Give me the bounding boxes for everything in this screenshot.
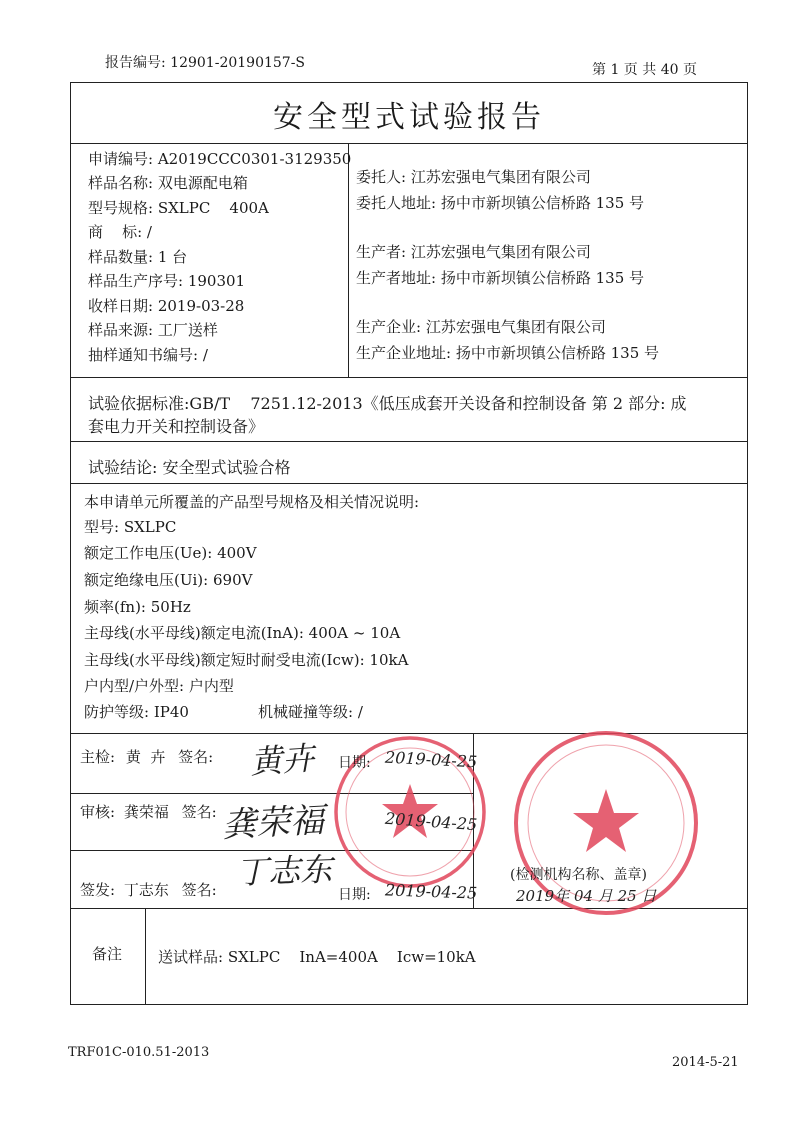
page-info: 第 1 页 共 40 页 [592,62,697,78]
info-sample-name: 样品名称: 双电源配电箱 [88,174,248,192]
test-conclusion: 试验结论: 安全型式试验合格 [88,458,291,477]
scope-rated-voltage: 额定工作电压(Ue): 400V [84,544,257,562]
test-basis-cont: 套电力开关和控制设备》 [88,417,265,436]
info-sample-source: 样品来源: 工厂送样 [88,321,218,339]
scope-impact: 机械碰撞等级: / [258,703,363,721]
report-number [105,52,305,72]
inspector-date-label: 日期: [338,755,371,771]
report-number-value: 12901-20190157-S [170,55,306,71]
divider [348,143,349,377]
reviewer-row: 审核: 龚荣福 签名: [80,803,217,821]
scope-frequency: 频率(fn): 50Hz [84,598,191,616]
info-received-date: 收样日期: 2019-03-28 [88,297,245,315]
divider [145,908,146,1005]
info-serial-no: 样品生产序号: 190301 [88,272,246,290]
info-client: 委托人: 江苏宏强电气集团有限公司 [356,168,591,186]
page-title: 安全型式试验报告 [273,100,545,135]
stamp-date: 2019年 04 月 25 日 [516,887,657,905]
scope-short-time-current: 主母线(水平母线)额定短时耐受电流(Icw): 10kA [84,651,409,669]
report-number-label: 报告编号: [105,55,166,71]
approver-date-label: 日期: [338,887,371,903]
footer-date: 2014-5-21 [672,1055,739,1070]
approver-date: 2019-04-25 [384,880,478,903]
divider [70,377,748,378]
info-manufacturer-address: 生产者地址: 扬中市新坝镇公信桥路 135 号 [356,269,645,287]
inspector-date: 2019-04-25 [384,747,478,772]
divider [70,441,748,442]
info-model: 型号规格: SXLPC 400A [88,199,269,217]
stamp-caption: (检测机构名称、盖章) [510,867,647,883]
info-factory-address: 生产企业地址: 扬中市新坝镇公信桥路 135 号 [356,344,660,362]
info-application-no: 申请编号: A2019CCC0301-3129350 [88,150,352,168]
scope-model: 型号: SXLPC [84,518,177,536]
info-sampling-notice: 抽样通知书编号: / [88,346,208,364]
divider [70,143,748,144]
reviewer-signature: 龚荣福 [221,800,326,846]
info-client-address: 委托人地址: 扬中市新坝镇公信桥路 135 号 [356,194,645,212]
scope-insulation-voltage: 额定绝缘电压(Ui): 690V [84,571,253,589]
divider [70,483,748,484]
test-basis: 试验依据标准:GB/T 7251.12-2013《低压成套开关设备和控制设备 第 2 部分: 成 [88,394,687,413]
info-factory: 生产企业: 江苏宏强电气集团有限公司 [356,318,606,336]
inspector-row: 主检: 黄 卉 签名: [80,748,214,766]
scope-intro: 本申请单元所覆盖的产品型号规格及相关情况说明: [84,493,420,511]
approver-signature: 丁志东 [235,850,333,892]
approver-row: 签发: 丁志东 签名: [80,881,217,899]
info-sample-qty: 样品数量: 1 台 [88,248,188,266]
remarks-value: 送试样品: SXLPC InA=400A Icw=10kA [158,948,476,966]
info-trademark: 商 标: / [88,223,152,241]
remarks-label: 备注 [92,945,123,963]
info-manufacturer: 生产者: 江苏宏强电气集团有限公司 [356,243,591,261]
footer-form-code: TRF01C-010.51-2013 [68,1045,210,1060]
scope-protection: 防护等级: IP40 [84,703,189,721]
reviewer-date: 2019-04-25 [384,808,478,835]
inspector-signature: 黄卉 [248,738,316,782]
scope-rated-current: 主母线(水平母线)额定电流(InA): 400A ~ 10A [84,624,401,642]
scope-indoor-outdoor: 户内型/户外型: 户内型 [84,677,234,695]
